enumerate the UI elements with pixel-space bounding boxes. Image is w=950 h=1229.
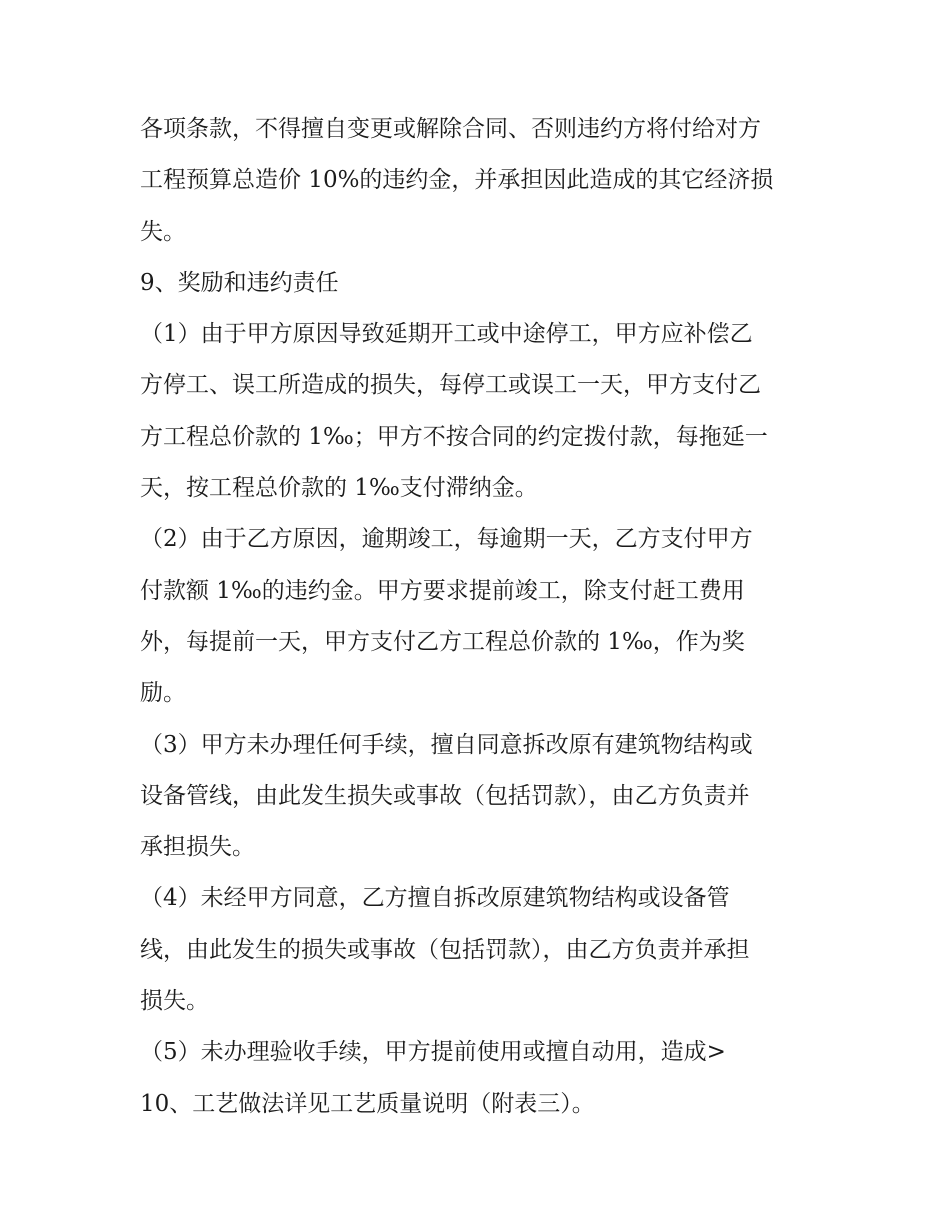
text-line: 外，每提前一天，甲方支付乙方工程总价款的 1‰，作为奖 [140,628,745,655]
text-line: 设备管线，由此发生损失或事故（包括罚款），由乙方负责并 [140,782,750,809]
text-line: 线，由此发生的损失或事故（包括罚款），由乙方负责并承担 [140,936,750,963]
text-line: 方工程总价款的 1‰；甲方不按合同的约定拨付款，每拖延一 [140,423,768,450]
text-line: （3）甲方未办理任何手续，擅自同意拆改原有建筑物结构或 [140,731,753,758]
text-line: 损失。 [140,988,209,1015]
text-line: 工程预算总造价 10%的违约金，并承担因此造成的其它经济损 [140,167,774,194]
text-line: （2）由于乙方原因，逾期竣工，每逾期一天，乙方支付甲方 [140,526,753,553]
text-line: 承担损失。 [140,834,255,861]
text-line: 方停工、误工所造成的损失，每停工或误工一天，甲方支付乙 [140,372,761,399]
text-line: （4）未经甲方同意，乙方擅自拆改原建筑物结构或设备管 [140,885,730,912]
text-line: 失。 [140,218,186,245]
text-line: 付款额 1‰的违约金。甲方要求提前竣工，除支付赶工费用 [140,577,745,604]
section-heading: 10、工艺做法详见工艺质量说明（附表三）。 [140,1090,595,1117]
section-heading: 9、奖励和违约责任 [140,269,339,296]
text-line: （1）由于甲方原因导致延期开工或中途停工，甲方应补偿乙 [140,321,753,348]
text-line: （5）未办理验收手续，甲方提前使用或擅自动用，造成> [140,1039,726,1066]
text-line: 励。 [140,680,186,707]
text-line: 各项条款，不得擅自变更或解除合同、否则违约方将付给对方 [140,116,761,142]
text-line: 天，按工程总价款的 1‰支付滞纳金。 [140,475,538,502]
document-body [140,104,830,1130]
